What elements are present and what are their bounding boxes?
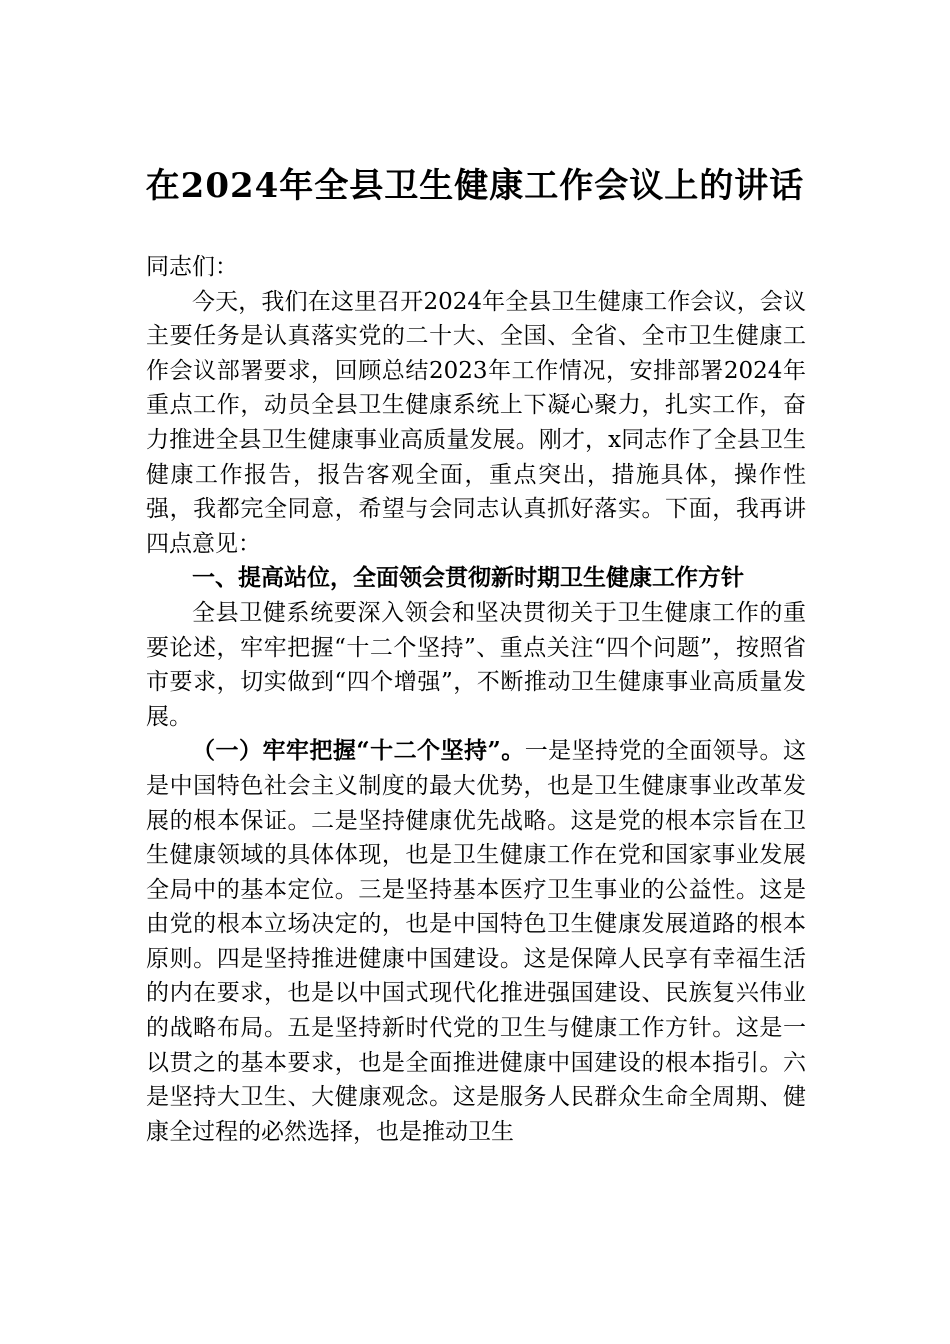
section-1-heading: 一、提高站位，全面领会贯彻新时期卫生健康工作方针 — [192, 565, 744, 592]
subsection-1-heading: （一）牢牢把握“十二个坚持”。 — [192, 737, 525, 765]
intro-paragraph: 今天，我们在这里召开2024年全县卫生健康工作会议，会议主要任务是认真落实党的二十大、全国、全省、全市卫生健康工作会议部署要求，回顾总结2023年工作情况，安排部署2024年重点工作，动员全县卫生健康系统上下凝心聚力，扎实工作，奋力推进全县卫生健康事业高质量发展。刚才，x同志作了全县卫生健康工作报告，报告客观全面，重点突出，措施具体，操作性强，我都完全同意，希望与会同志认真抓好落实。下面，我再讲四点意见： — [146, 288, 806, 557]
document-title: 在2024年全县卫生健康工作会议上的讲话 — [145, 166, 805, 206]
subsection-1-text: 一是坚持党的全面领导。这是中国特色社会主义制度的最大优势，也是卫生健康事业改革发展的根本保证。二是坚持健康优先战略。这是党的根本宗旨在卫生健康领域的具体体现，也是卫生健康工作在党和国家事业发展全局中的基本定位。三是坚持基本医疗卫生事业的公益性。这是由党的根本立场决定的，也是中国特色卫生健康发展道路的根本原则。四是坚持推进健康中国建设。这是保障人民享有幸福生活的内在要求，也是以中国式现代化推进强国建设、民族复兴伟业的战略布局。五是坚持新时代党的卫生与健康工作方针。这是一以贯之的基本要求，也是全面推进健康中国建设的根本指引。六是坚持大卫生、大健康观念。这是服务人民群众生命全周期、健康全过程的必然选择，也是推动卫生 — [146, 738, 807, 1145]
document-body — [146, 250, 806, 1149]
section-1-paragraph: 全县卫健系统要深入领会和坚决贯彻关于卫生健康工作的重要论述，牢牢把握“十二个坚持”、重点关注“四个问题”，按照省市要求，切实做到“四个增强”，不断推动卫生健康事业高质量发展。 — [146, 599, 806, 730]
subsection-1-paragraph — [146, 734, 806, 1149]
salutation: 同志们： — [146, 254, 238, 280]
